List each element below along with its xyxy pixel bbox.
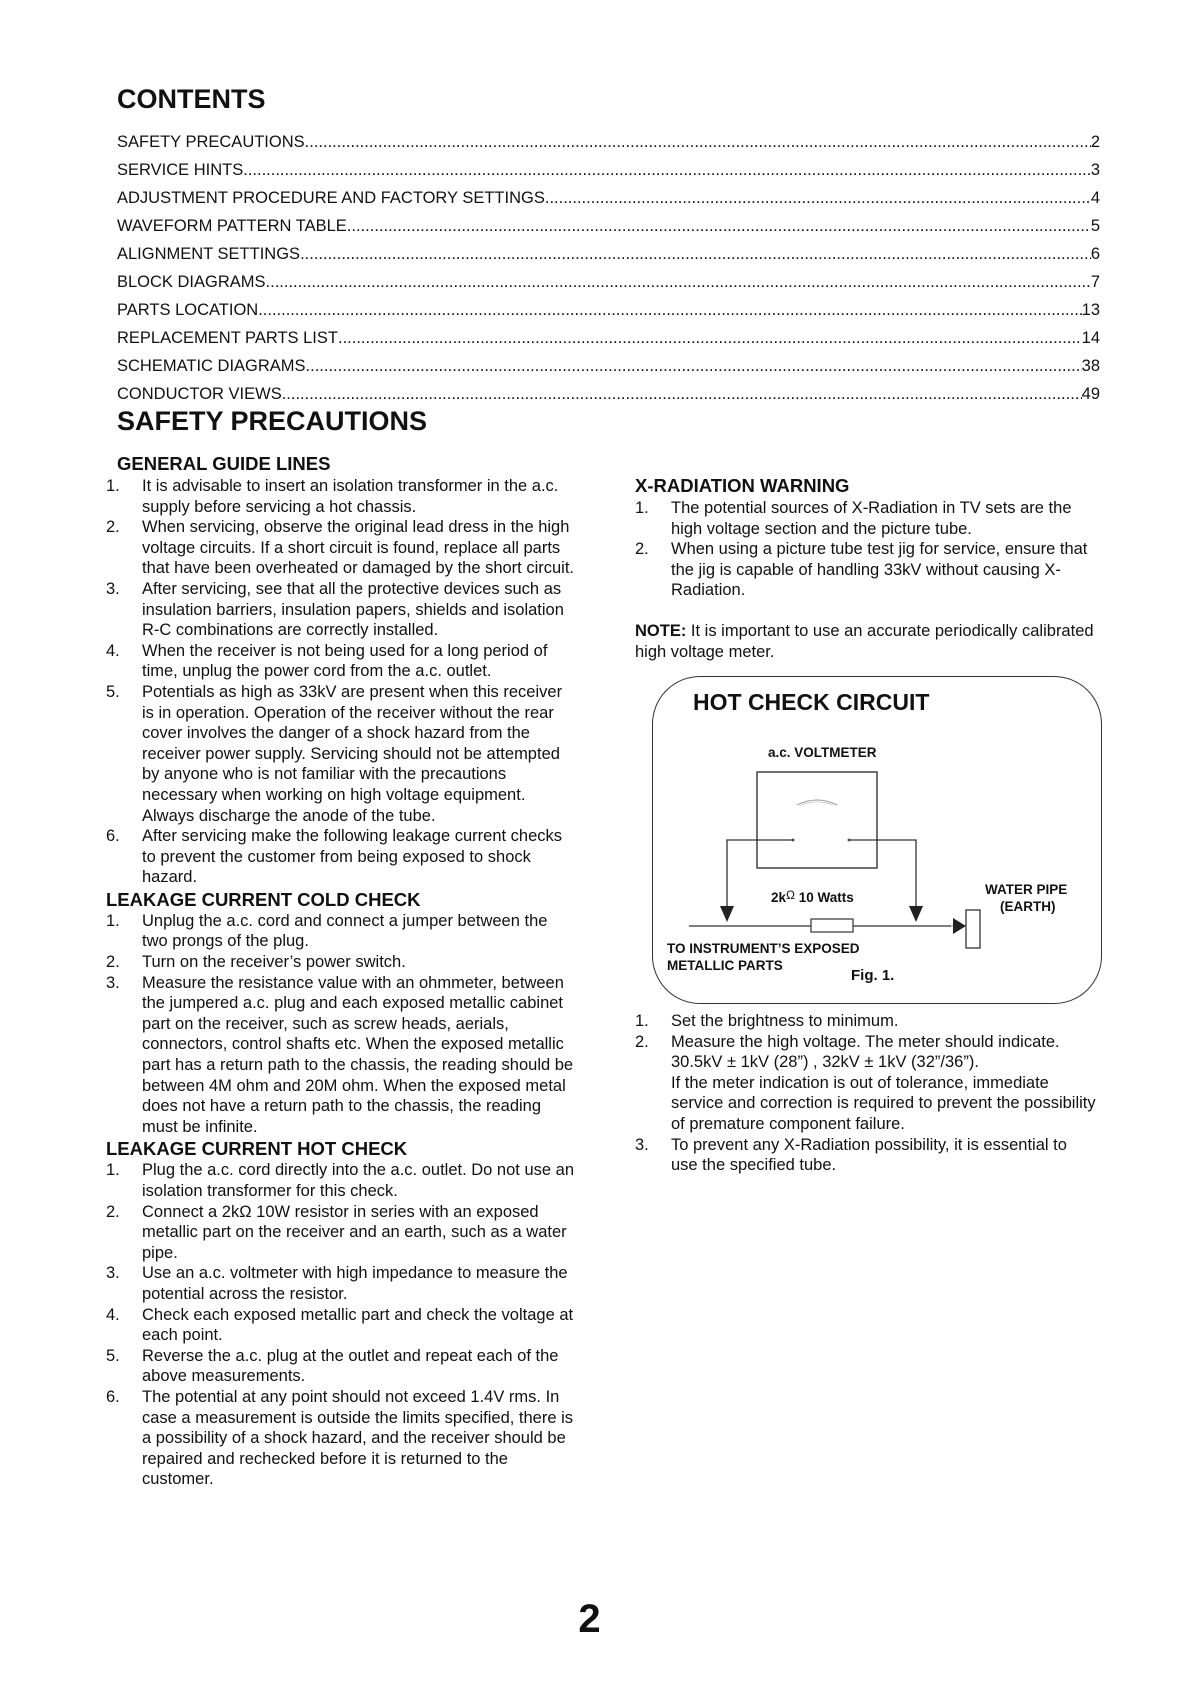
list-item: 5. Reverse the a.c. plug at the outlet and repeat each of the above measurements. [106,1346,559,1386]
hot-check-heading: LEAKAGE CURRENT HOT CHECK [106,1138,408,1160]
toc-page: 6 [1090,245,1100,263]
list-item: 3. To prevent any X-Radiation possibility, it is essential to use the specified tube. [635,1135,1067,1175]
toc-title: SERVICE HINTS [117,161,244,179]
arrow-down-icon [909,906,923,922]
toc-title: CONDUCTOR VIEWS [117,385,282,403]
safety-heading: SAFETY PRECAUTIONS [117,406,428,436]
cold-check-heading: LEAKAGE CURRENT COLD CHECK [106,888,421,910]
toc-page: 49 [1081,385,1100,403]
water-pipe-icon [966,910,980,948]
list-item: 2. Connect a 2kΩ 10W resistor in series with an exposed metallic part on the receiver and an earth, such as a water pipe. [106,1202,567,1262]
list-item: 2. Turn on the receiver’s power switch. [106,953,406,972]
instrument-label-line2: METALLIC PARTS [667,958,783,973]
toc-leader [306,357,1082,376]
toc-title: WAVEFORM PATTERN TABLE [117,217,347,235]
note-text: It is important to use an accurate periodically calibrated high voltage meter. [635,621,1094,661]
list-item: 3. Use an a.c. voltmeter with high impedance to measure the potential across the resistor. [106,1264,568,1303]
toc-page: 13 [1081,301,1100,319]
toc-entry[interactable] [117,161,1100,189]
toc-title: BLOCK DIAGRAMS [117,273,266,291]
toc-page: 7 [1090,273,1100,291]
list-item: 2. When using a picture tube test jig for service, ensure that the jig is capable of handling 33kV without causing X-Radiation. [635,540,1088,600]
table-of-contents [117,133,1100,413]
toc-entry[interactable] [117,329,1100,357]
list-item: 5. Potentials as high as 33kV are present when this receiver is in operation. Operation of the receiver without the rear cover involves the danger of a shock hazard from the receiver power supply. Servicing should not be attempted by anyone who is not familiar with the precautions necessary when working on high voltage equipment. Always discharge the anode of the tube. [106,682,563,825]
arrow-right-icon [953,918,966,934]
note-paragraph [635,621,1105,662]
list-item: 4. Check each exposed metallic part and check the voltage at each point. [106,1305,574,1345]
general-guide-list [106,476,576,888]
toc-entry[interactable] [117,273,1100,301]
note-label: NOTE: [635,621,687,640]
xradiation-heading: X-RADIATION WARNING [635,475,850,496]
list-item: 1. It is advisable to insert an isolation transformer in the a.c. supply before servicing a hot chassis. [106,477,559,516]
toc-leader [258,301,1081,320]
resistor-icon [811,919,853,932]
toc-title: PARTS LOCATION [117,301,259,319]
high-voltage-section [635,1011,1097,1176]
toc-leader [266,273,1091,292]
list-item: 4. When the receiver is not being used for a long period of time, unplug the power cord from the a.c. outlet. [106,641,548,681]
list-item: 6. After servicing make the following leakage current checks to prevent the customer from being exposed to shock hazard. [106,827,563,887]
toc-title: ADJUSTMENT PROCEDURE AND FACTORY SETTINGS [117,189,545,207]
toc-entry[interactable] [117,301,1100,329]
earth-label: (EARTH) [1000,899,1056,914]
list-item: 1. Unplug the a.c. cord and connect a jumper between the two prongs of the plug. [106,911,548,951]
figure-caption: Fig. 1. [851,967,895,984]
toc-entry[interactable] [117,189,1100,217]
list-item: 2. When servicing, observe the original lead dress in the high voltage circuits. If a short circuit is found, replace all parts that have been overheated or damaged by the short circuit. [106,518,575,578]
contents-heading: CONTENTS [117,84,266,114]
toc-entry[interactable] [117,217,1100,245]
list-item: 3. After servicing, see that all the protective devices such as insulation barriers, insulation papers, shields and isolation R-C combinations are correctly installed. [106,579,564,640]
toc-entry[interactable] [117,245,1100,273]
toc-title: ALIGNMENT SETTINGS [117,245,301,263]
toc-leader [300,245,1091,264]
list-item: 1. Plug the a.c. cord directly into the a.c. outlet. Do not use an isolation transformer for this check. [106,1161,574,1200]
toc-title: SCHEMATIC DIAGRAMS [117,357,306,375]
hot-check-circuit-diagram [652,676,1102,1004]
toc-page: 2 [1090,133,1100,151]
toc-leader [243,161,1091,180]
toc-page: 38 [1081,357,1100,375]
toc-page: 4 [1090,189,1100,207]
page-number: 2 [578,1597,601,1641]
list-item: 1. Set the brightness to minimum. [635,1012,899,1030]
circuit-title: HOT CHECK CIRCUIT [693,689,930,715]
toc-page: 14 [1081,329,1100,347]
arrow-down-icon [720,906,734,922]
toc-page: 3 [1090,161,1100,179]
cold-check-list [106,911,576,1138]
toc-leader [338,329,1082,348]
toc-entry[interactable] [117,133,1100,161]
general-guide-heading: GENERAL GUIDE LINES [117,453,331,474]
list-item: 6. The potential at any point should not exceed 1.4V rms. In case a measurement is outside the limits specified, there is a possibility of a shock hazard, and the receiver should be repaired and rechecked before it is returned to the customer. [106,1387,574,1489]
toc-page: 5 [1090,217,1100,235]
list-item: 1. The potential sources of X-Radiation in TV sets are the high voltage section and the picture tube. [635,499,1072,538]
voltmeter-label: a.c. VOLTMETER [768,745,877,760]
toc-title: SAFETY PRECAUTIONS [117,133,305,151]
right-lead-wire [849,840,916,909]
toc-title: REPLACEMENT PARTS LIST [117,329,338,347]
list-item: 3. Measure the resistance value with an ohmmeter, between the jumpered a.c. plug and each exposed metallic cabinet part on the receiver, such as screw heads, aerials, connectors, control shafts etc. When the exposed metallic part has a return path to the chassis, the reading should be between 4M ohm and 20M ohm. When the exposed metal does not have a return path to the chassis, the reading must be infinite. [106,973,574,1136]
hot-check-list [106,1160,576,1490]
toc-entry[interactable] [117,357,1100,385]
meter-scale-icon [801,802,833,805]
voltmeter-box [757,772,877,868]
toc-leader [282,385,1082,404]
left-column [106,452,576,1490]
toc-leader [347,217,1091,236]
xradiation-list [635,498,1105,601]
toc-leader [545,189,1091,208]
high-voltage-list [635,1011,1097,1176]
toc-leader [305,133,1091,152]
list-item: 2. Measure the high voltage. The meter should indicate. 30.5kV ± 1kV (28”) , 32kV ± 1kV (32”/36”). If the meter indication is out of tolerance, immediate service and correction is required to prevent the possibility of premature component failure. [635,1032,1096,1133]
instrument-label-line1: TO INSTRUMENT’S EXPOSED [667,941,860,956]
water-pipe-label: WATER PIPE [985,882,1068,897]
resistor-label: 2kΩ 10 Watts [771,888,854,905]
right-column [635,474,1105,662]
